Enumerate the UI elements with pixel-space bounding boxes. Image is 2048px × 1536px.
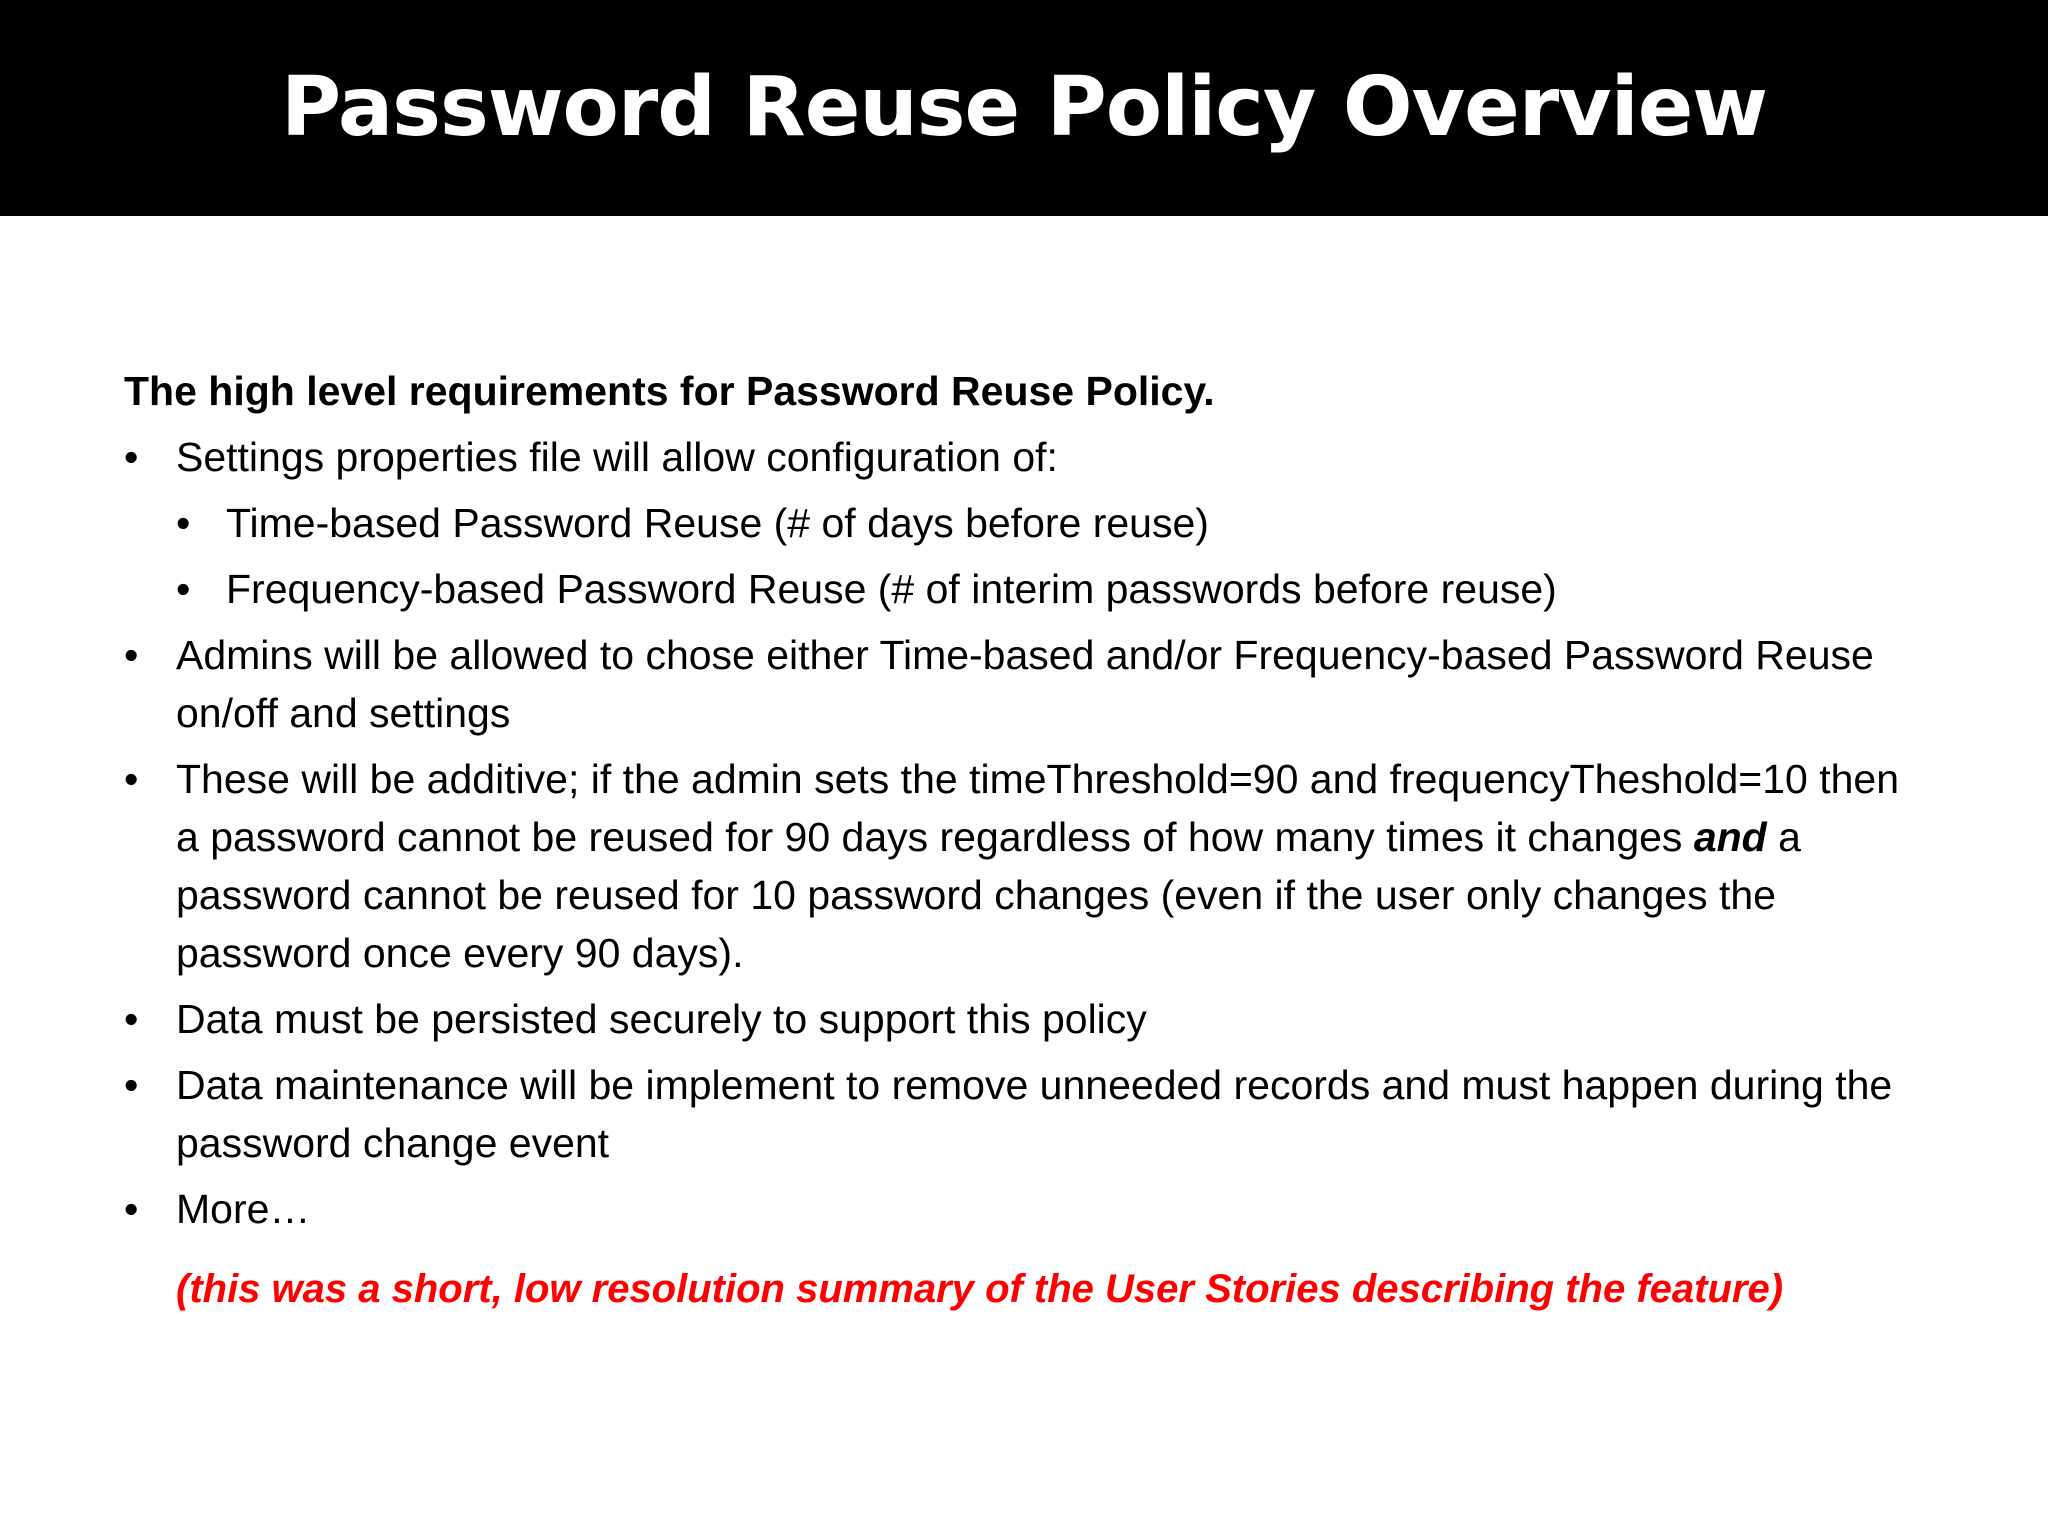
list-item-text: More… xyxy=(176,1186,311,1232)
bullet-icon: • xyxy=(124,434,139,480)
bullet-icon: • xyxy=(124,1186,139,1232)
summary-note: (this was a short, low resolution summary of the User Stories describing the feature) xyxy=(176,1267,1784,1311)
list-item xyxy=(124,626,1924,742)
bullet-icon: • xyxy=(176,566,191,612)
list-item xyxy=(124,750,1924,982)
list-item-text: Settings properties file will allow configuration of: xyxy=(176,434,1058,480)
emphasis-text: and xyxy=(1693,814,1767,860)
bullet-icon: • xyxy=(124,632,139,678)
slide-content xyxy=(124,362,1924,1318)
sub-list xyxy=(176,494,1924,618)
list-item xyxy=(124,990,1924,1048)
title-bar xyxy=(0,0,2048,216)
slide-title: Password Reuse Policy Overview xyxy=(280,60,1768,155)
requirements-heading: The high level requirements for Password Reuse Policy. xyxy=(124,368,1215,414)
bullet-icon: • xyxy=(124,996,139,1042)
bullet-icon: • xyxy=(124,1062,139,1108)
sub-list-item-text: Time-based Password Reuse (# of days before reuse) xyxy=(226,500,1209,546)
bullet-icon: • xyxy=(124,756,139,802)
list-item-text xyxy=(176,756,1899,976)
sub-list-item-text: Frequency-based Password Reuse (# of interim passwords before reuse) xyxy=(226,566,1557,612)
sub-list-item xyxy=(124,494,1924,552)
list-item xyxy=(124,1180,1924,1238)
requirements-list xyxy=(124,428,1924,1238)
list-item-text: Data must be persisted securely to support this policy xyxy=(176,996,1147,1042)
text-before-emphasis: These will be additive; if the admin sets the timeThreshold=90 and frequencyTheshold=10 then a password cannot be reused for 90 days regardless of how many times it changes xyxy=(176,756,1900,860)
list-item-text: Admins will be allowed to chose either Time-based and/or Frequency-based Password Reuse on/off and settings xyxy=(176,632,1874,736)
list-item-text: Data maintenance will be implement to remove unneeded records and must happen during the password change event xyxy=(176,1062,1893,1166)
text-after-emphasis: a password cannot be reused for 10 password changes (even if the user only changes the password once every 90 days). xyxy=(176,814,1801,976)
list-item xyxy=(124,1056,1924,1172)
bullet-icon: • xyxy=(176,500,191,546)
list-item xyxy=(124,428,1924,618)
sub-list-item xyxy=(124,560,1924,618)
